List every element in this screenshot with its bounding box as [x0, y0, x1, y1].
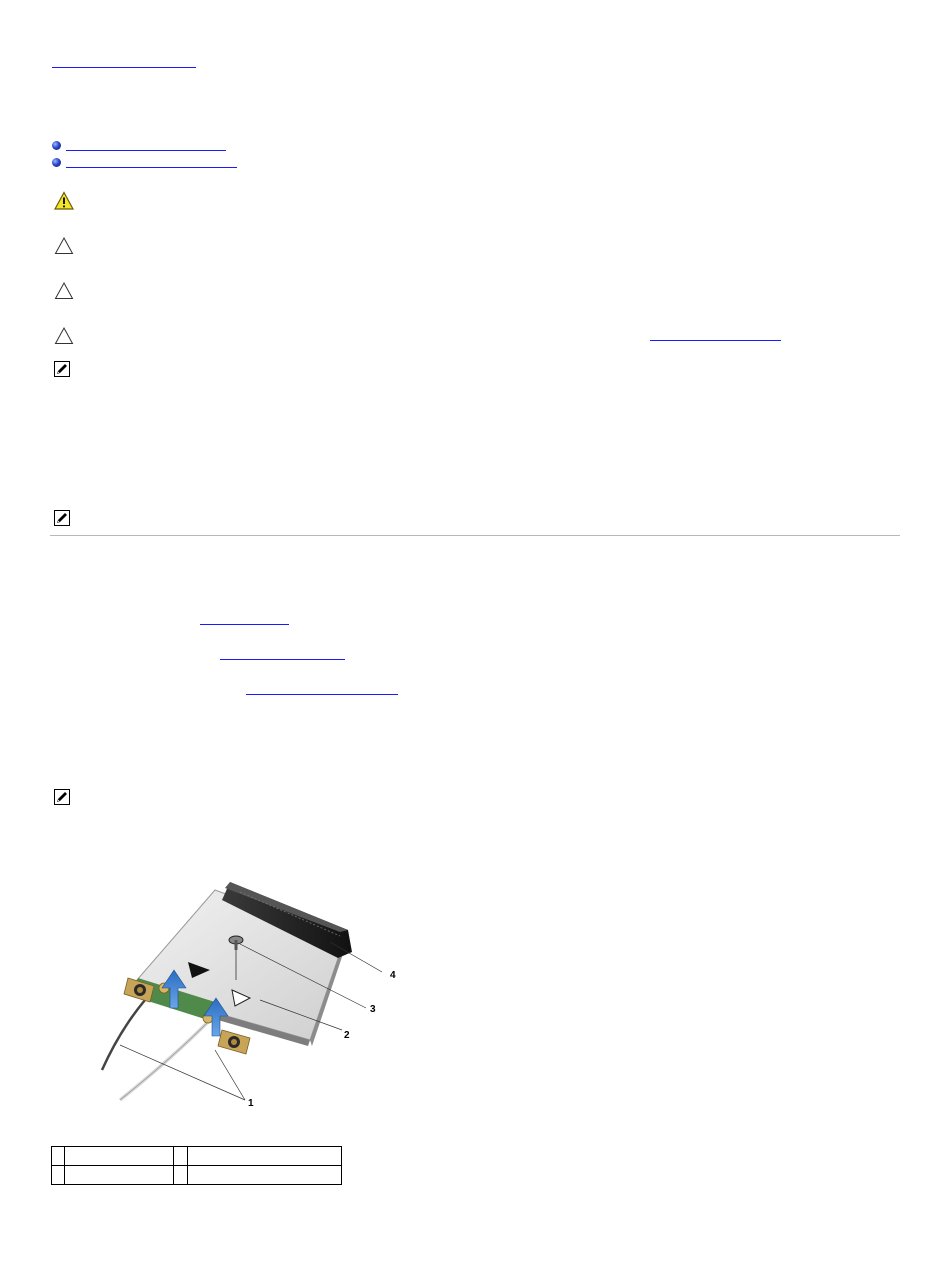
note-pencil-icon [54, 510, 70, 526]
toc-item-1[interactable] [52, 140, 227, 154]
warning-triangle-icon [54, 191, 74, 211]
note-pencil-icon [54, 361, 70, 377]
legend-cell [174, 1166, 188, 1185]
bullet-icon [52, 158, 61, 167]
caution-triangle-icon [54, 236, 74, 256]
legend-table [51, 1146, 342, 1185]
section-divider [50, 535, 900, 536]
caution-link[interactable] [650, 340, 781, 341]
callout-4: 4 [390, 970, 396, 981]
legend-cell [52, 1147, 65, 1166]
callout-1: 1 [248, 1098, 254, 1109]
legend-cell [65, 1147, 174, 1166]
caution-triangle-icon [54, 326, 74, 346]
caution-triangle-icon [54, 281, 74, 301]
toc-item-2[interactable] [52, 157, 242, 171]
legend-cell [65, 1166, 174, 1185]
note-pencil-icon [54, 789, 70, 805]
procedure-link-1[interactable] [200, 624, 289, 625]
procedure-link-3[interactable] [246, 694, 398, 695]
legend-cell [188, 1166, 342, 1185]
legend-cell [52, 1166, 65, 1185]
table-row [52, 1147, 342, 1166]
toc-link-1[interactable] [66, 150, 226, 151]
procedure-link-2[interactable] [220, 659, 345, 660]
legend-cell [188, 1147, 342, 1166]
callout-3: 3 [370, 1004, 376, 1015]
mini-card-illustration [90, 860, 420, 1110]
bullet-icon [52, 141, 61, 150]
table-row [52, 1166, 342, 1185]
top-link[interactable] [52, 67, 196, 68]
callout-2: 2 [344, 1030, 350, 1041]
toc-link-2[interactable] [66, 167, 237, 168]
legend-cell [174, 1147, 188, 1166]
